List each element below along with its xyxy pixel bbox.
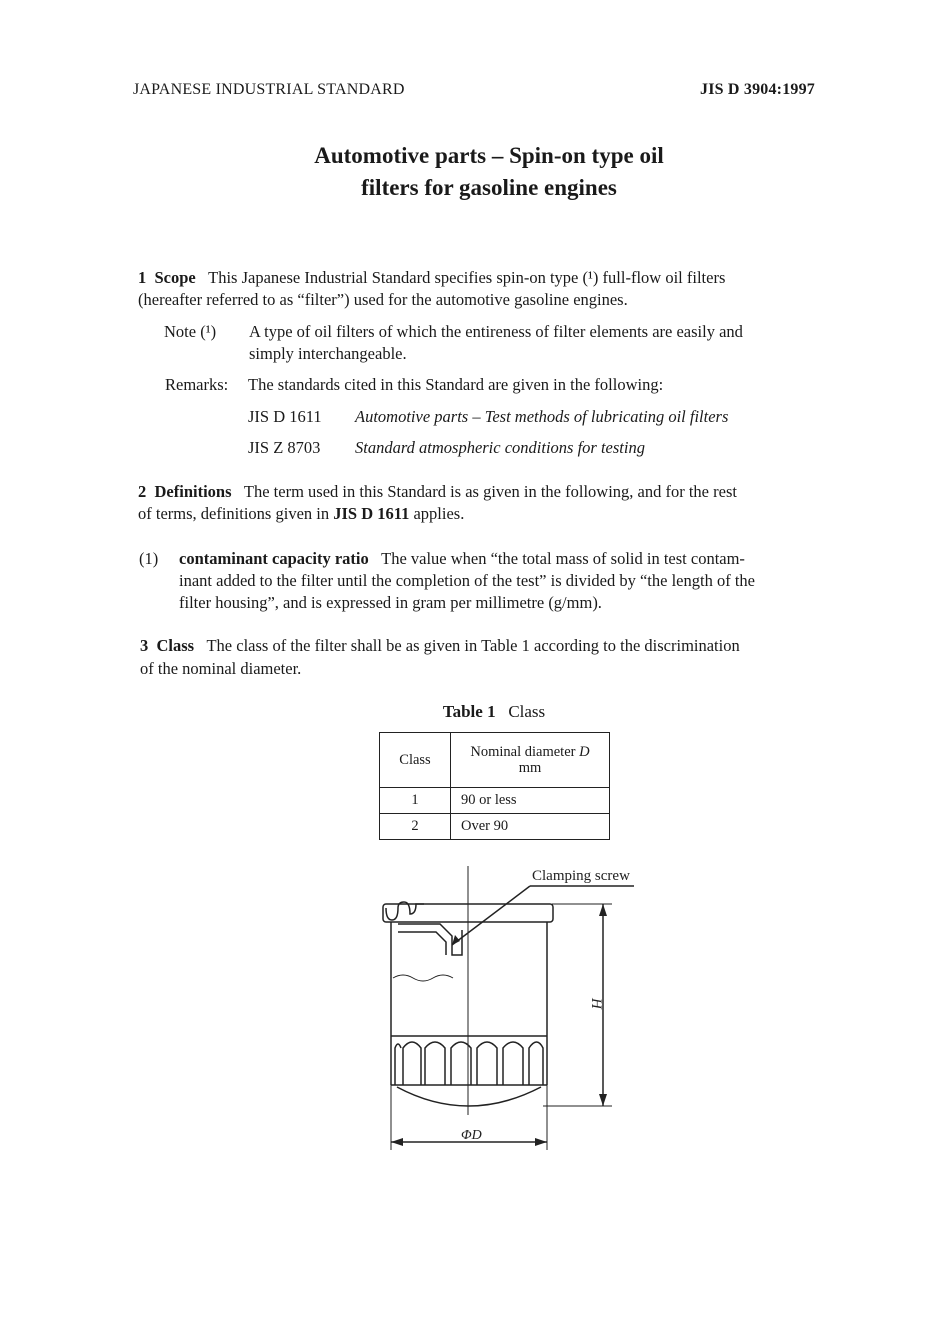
standard-number: JIS D 3904:1997 — [700, 81, 816, 98]
section3-text-line1: The class of the filter shall be as given in Table 1 according to the discrimination — [206, 636, 740, 655]
document-title-line2: filters for gasoline engines — [361, 175, 617, 200]
section2-text-line1: The term used in this Standard is as given in the following, and for the rest — [243, 482, 737, 501]
table-header-diameter-label: Nominal diameter — [470, 744, 576, 760]
definition-number: (1) — [139, 549, 159, 568]
section3-heading: Class — [156, 636, 195, 655]
table-row — [380, 788, 610, 814]
reference-title: Standard atmospheric conditions for testing — [355, 438, 645, 457]
section3-number: 3 — [140, 636, 149, 655]
section1-text-line2: (hereafter referred to as “filter”) used for the automotive gasoline engines. — [138, 290, 628, 309]
section2-line2 — [138, 503, 464, 525]
section1-number: 1 — [138, 268, 147, 287]
table-cell-class: 1 — [380, 788, 451, 814]
callout-clamping-screw: Clamping screw — [532, 868, 630, 884]
table-row — [380, 814, 610, 840]
table-caption-label: Table 1 — [442, 702, 496, 721]
table-caption-title: Class — [508, 702, 546, 721]
definition-term: contaminant capacity ratio — [179, 549, 369, 568]
table-cell-class: 2 — [380, 814, 451, 840]
height-label: H — [588, 998, 604, 1009]
definition-text-line2: inant added to the filter until the completion of the test” is divided by “the length of the — [179, 571, 755, 590]
table-header-class: Class — [380, 733, 451, 788]
inner-bracket-inner — [398, 932, 446, 955]
filter-dome-bottom — [397, 1087, 541, 1106]
reference-code: JIS D 1611 — [248, 407, 322, 426]
diameter-label: ΦD — [461, 1128, 482, 1143]
definition-text-line1: The value when “the total mass of solid in test contam- — [381, 549, 745, 568]
table-caption — [0, 702, 950, 722]
document-title-line1: Automotive parts – Spin-on type oil — [314, 143, 664, 168]
section3-text-line2: of the nominal diameter. — [140, 659, 302, 678]
break-line — [393, 975, 453, 981]
section1-text-line1: This Japanese Industrial Standard specifies spin-on type (¹) full-flow oil filters — [208, 268, 726, 287]
section1-heading: Scope — [154, 268, 196, 287]
section3-line1 — [140, 635, 740, 657]
diameter-arrow-right — [535, 1138, 547, 1146]
section1-line1 — [138, 267, 844, 289]
table-cell-diameter: Over 90 — [451, 814, 610, 840]
standard-header-left: JAPANESE INDUSTRIAL STANDARD — [133, 81, 405, 98]
oil-filter-drawing — [360, 860, 660, 1160]
section2-text-pre: of terms, definitions given in — [138, 504, 330, 523]
section2-heading: Definitions — [154, 482, 232, 501]
table-header-diameter-symbol: D — [579, 744, 590, 760]
table-cell-diameter: 90 or less — [451, 788, 610, 814]
height-arrow-top — [599, 904, 607, 916]
diameter-arrow-left — [391, 1138, 403, 1146]
note-text-line2: simply interchangeable. — [249, 344, 407, 363]
section2-number: 2 — [138, 482, 147, 501]
class-table — [379, 732, 610, 840]
reference-code: JIS Z 8703 — [248, 438, 321, 457]
section2-text-post: applies. — [413, 504, 465, 523]
table-header-unit: mm — [518, 760, 542, 776]
remarks-text: The standards cited in this Standard are given in the following: — [248, 375, 664, 394]
table-header-diameter — [451, 733, 610, 788]
inner-bracket — [398, 924, 462, 955]
definition-line1 — [179, 548, 745, 570]
section2-line1 — [138, 481, 737, 503]
callout-arrowhead — [452, 935, 460, 945]
height-arrow-bottom — [599, 1094, 607, 1106]
section2-reference: JIS D 1611 — [333, 504, 410, 523]
reference-title: Automotive parts – Test methods of lubricating oil filters — [355, 407, 729, 426]
note-text-line1: A type of oil filters of which the entireness of filter elements are easily and — [249, 322, 743, 341]
note-label: Note (¹) — [164, 322, 217, 341]
pleat-ribs — [395, 1042, 543, 1085]
definition-text-line3: filter housing”, and is expressed in gram per millimetre (g/mm). — [179, 593, 602, 612]
callout-leader-line — [452, 886, 530, 945]
remarks-label: Remarks: — [165, 375, 229, 394]
